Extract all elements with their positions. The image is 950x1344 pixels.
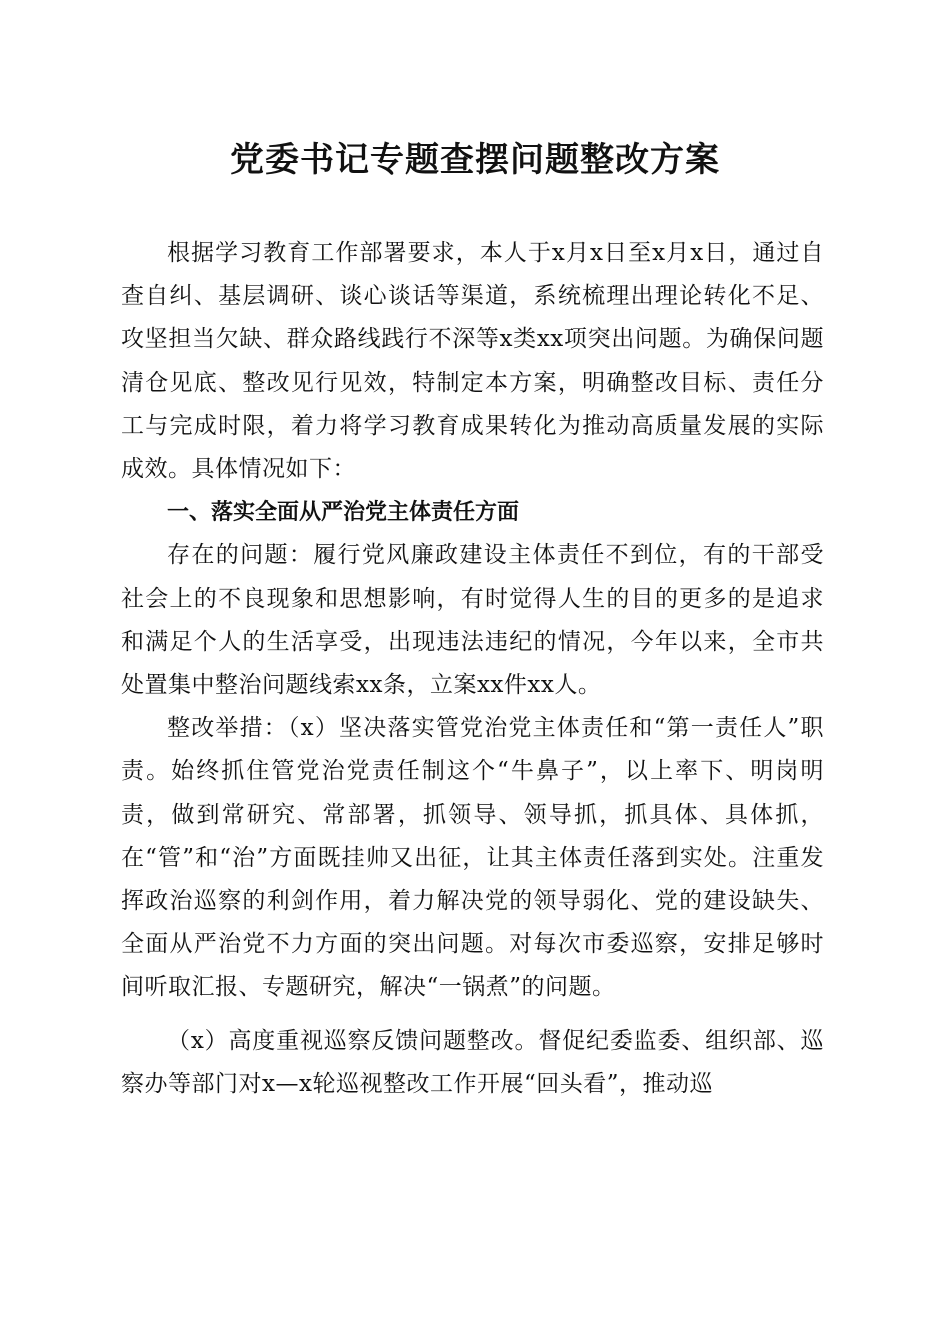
measures-paragraph: 整改举措：（x）坚决落实管党治党主体责任和“第一责任人”职责。始终抓住管党治党责任制这个“牛鼻子”，以上率下、明岗明责，做到常研究、常部署，抓领导、领导抓，抓具体、具体抓，在“管”和“治”方面既挂帅又出征，让其主体责任落到实处。注重发挥政治巡察的利剑作用，着力解决党的领导弱化、党的建设缺失、全面从严治党不力方面的突出问题。对每次市委巡察，安排足够时间听取汇报、专题研究，解决“一锅煮”的问题。 [121,715,824,1001]
document-body [121,232,824,1106]
problem-paragraph: 存在的问题：履行党风廉政建设主体责任不到位，有的干部受社会上的不良现象和思想影响，有时觉得人生的目的更多的是追求和满足个人的生活享受，出现违法违纪的情况，今年以来，全市共处置集中整治问题线索xx条，立案xx件xx人。 [121,542,824,699]
document-title: 党委书记专题查摆问题整改方案 [230,140,720,180]
inspection-paragraph: （x）高度重视巡察反馈问题整改。督促纪委监委、组织部、巡察办等部门对x—x轮巡视整改工作开展“回头看”，推动巡 [121,1027,824,1097]
intro-paragraph: 根据学习教育工作部署要求，本人于x月x日至x月x日，通过自查自纠、基层调研、谈心谈话等渠道，系统梳理出理论转化不足、攻坚担当欠缺、群众路线践行不深等x类xx项突出问题。为确保问题清仓见底、整改见行见效，特制定本方案，明确整改目标、责任分工与完成时限，着力将学习教育成果转化为推动高质量发展的实际成效。具体情况如下： [121,240,824,483]
section-heading-1: 一、落实全面从严治党主体责任方面 [167,500,520,526]
